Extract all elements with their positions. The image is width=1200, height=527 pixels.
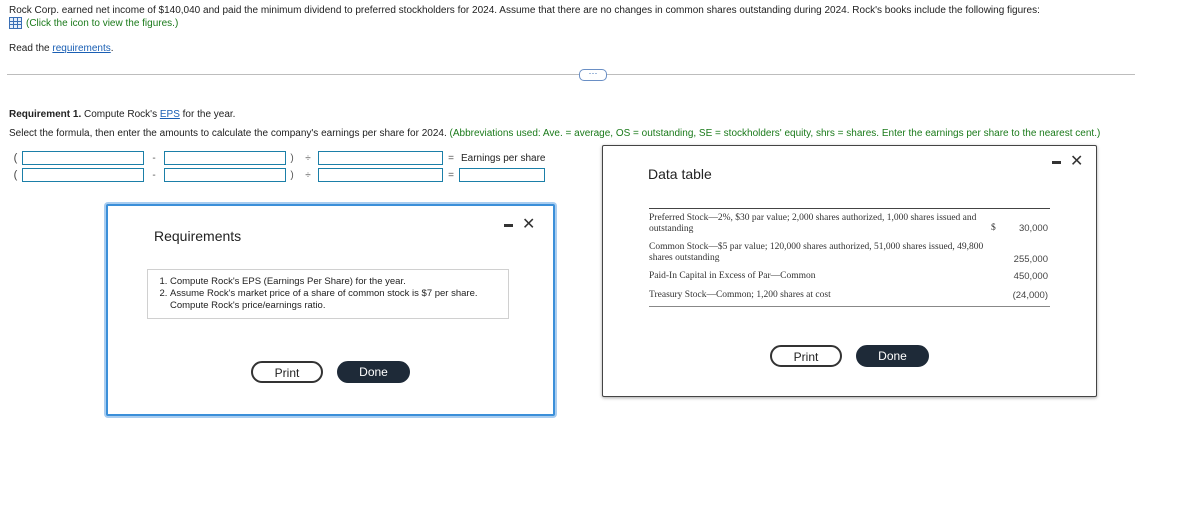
formula-label-select-3[interactable] bbox=[318, 151, 443, 165]
eps-link[interactable]: EPS bbox=[159, 109, 180, 120]
table-row: Treasury Stock—Common; 1,200 shares at cost (24,000) bbox=[649, 290, 1048, 301]
amount-input-1[interactable] bbox=[22, 168, 144, 182]
question-text: Rock Corp. earned net income of $140,040 and paid the minimum dividend to preferred stockholders for 2024. Assume that there are no changes in common shares outstanding during 2024. Rock's books include the following figures: bbox=[9, 5, 1040, 16]
open-paren: ( bbox=[13, 169, 18, 181]
equals-sign: = bbox=[448, 152, 454, 164]
formula-label-select-2[interactable] bbox=[164, 151, 286, 165]
table-row: Preferred Stock—2%, $30 par value; 2,000 shares authorized, 1,000 shares issued and outstanding $ 30,000 bbox=[649, 213, 1048, 234]
minimize-icon[interactable] bbox=[504, 224, 513, 227]
print-button[interactable]: Print bbox=[770, 345, 842, 367]
divide-sign: ÷ bbox=[305, 152, 311, 164]
formula-row-labels bbox=[9, 150, 546, 166]
data-window-controls bbox=[1052, 155, 1083, 169]
open-paren: ( bbox=[13, 152, 18, 164]
print-button[interactable]: Print bbox=[251, 361, 323, 383]
minus-sign: - bbox=[152, 152, 156, 164]
eps-result-label: Earnings per share bbox=[461, 152, 546, 164]
instruction-text: Select the formula, then enter the amounts to calculate the company's earnings per share for 2024. (Abbreviations used: Ave. = average, OS = outstanding, SE = stockholders' equity, shrs = shares. Enter the earnings per share to the nearest cent.) bbox=[9, 128, 1101, 139]
figures-table bbox=[649, 208, 1050, 307]
close-paren: ) bbox=[290, 152, 294, 164]
requirement-1-heading: Requirement 1. Compute Rock's EPS for the year. bbox=[9, 109, 236, 120]
minus-sign: - bbox=[152, 169, 156, 181]
requirements-title: Requirements bbox=[154, 228, 242, 244]
amount-input-3[interactable] bbox=[318, 168, 443, 182]
expand-more-button[interactable]: ⋯ bbox=[579, 69, 607, 81]
divide-sign: ÷ bbox=[305, 169, 311, 181]
minimize-icon[interactable] bbox=[1052, 161, 1061, 164]
read-requirements: Read the requirements. bbox=[9, 43, 114, 54]
requirements-link[interactable]: requirements bbox=[52, 43, 111, 54]
data-table-title: Data table bbox=[648, 166, 712, 182]
amount-input-2[interactable] bbox=[164, 168, 286, 182]
equals-sign: = bbox=[448, 169, 454, 181]
view-figures-label[interactable]: (Click the icon to view the figures.) bbox=[26, 17, 179, 29]
table-row: Common Stock—$5 par value; 120,000 shares authorized, 51,000 shares issued, 49,800 shares outstanding 255,000 bbox=[649, 242, 1048, 265]
section-divider bbox=[7, 74, 1135, 75]
close-icon[interactable]: ✕ bbox=[1070, 153, 1084, 170]
requirements-window-controls bbox=[504, 218, 535, 232]
formula-label-select-1[interactable] bbox=[22, 151, 144, 165]
table-row: Paid-In Capital in Excess of Par—Common 450,000 bbox=[649, 271, 1048, 282]
close-icon[interactable]: ✕ bbox=[522, 216, 536, 233]
done-button[interactable]: Done bbox=[856, 345, 929, 367]
requirement-item: 1. Compute Rock's EPS (Earnings Per Share) for the year. bbox=[170, 276, 502, 288]
requirements-list bbox=[147, 269, 509, 319]
done-button[interactable]: Done bbox=[337, 361, 410, 383]
requirement-item: 2. Assume Rock's market price of a share of common stock is $7 per share. Compute Rock's price/earnings ratio. bbox=[170, 288, 502, 312]
view-figures-link[interactable] bbox=[9, 17, 178, 29]
table-grid-icon[interactable] bbox=[9, 17, 22, 29]
data-table-dialog bbox=[602, 145, 1097, 397]
formula-row-amounts bbox=[9, 167, 545, 183]
eps-result-input[interactable] bbox=[459, 168, 545, 182]
close-paren: ) bbox=[290, 169, 294, 181]
requirements-dialog bbox=[106, 204, 555, 416]
